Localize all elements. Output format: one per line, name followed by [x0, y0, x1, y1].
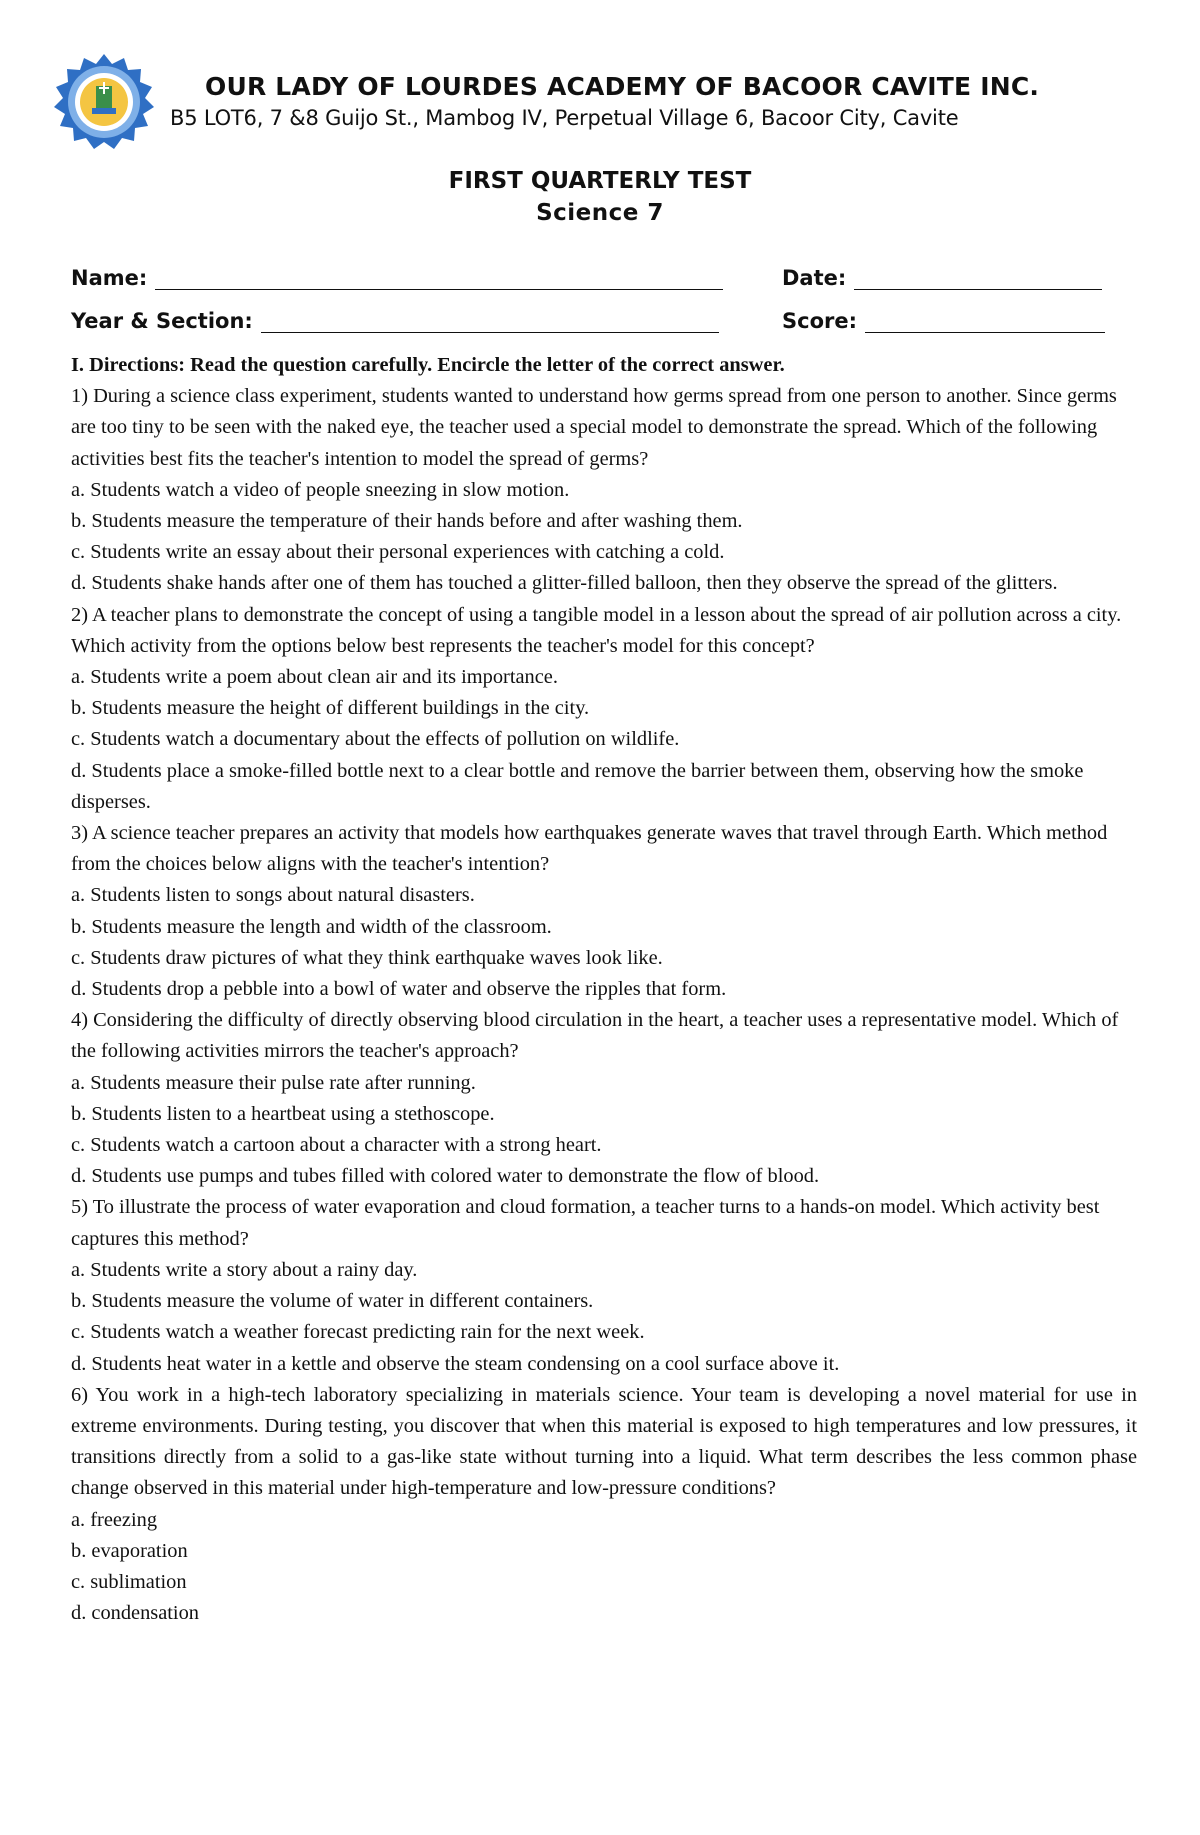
answer-option[interactable]: b. Students measure the height of different buildings in the city.	[71, 697, 590, 720]
answer-option[interactable]: b. Students measure the temperature of their hands before and after washing them.	[71, 510, 743, 533]
date-label: Date:	[782, 266, 847, 290]
answer-option[interactable]: d. Students use pumps and tubes filled with colored water to demonstrate the flow of blood.	[71, 1165, 820, 1188]
score-label: Score:	[782, 309, 857, 333]
answer-option[interactable]: b. Students measure the volume of water in different containers.	[71, 1290, 594, 1313]
question-text: 4) Considering the difficulty of directly observing blood circulation in the heart, a teacher uses a representative model. Which of the following activities mirrors the teacher's approach?	[71, 1009, 1119, 1063]
answer-option[interactable]: d. Students heat water in a kettle and observe the steam condensing on a cool surface above it.	[71, 1352, 840, 1375]
name-field[interactable]	[71, 266, 723, 290]
school-seal-icon	[52, 52, 156, 156]
name-label: Name:	[71, 266, 148, 290]
question-text: 2) A teacher plans to demonstrate the concept of using a tangible model in a lesson about the spread of air pollution across a city. Which activity from the options below best represents the teacher's model for this concept?	[71, 603, 1122, 657]
question-text: 6) You work in a high-tech laboratory specializing in materials science. Your team is developing a novel material for use in extreme environments. During testing, you discover that when this material is exposed to high temperatures and low pressures, it transitions directly from a solid to a gas-like state without turning into a liquid. What term describes the less common phase change observed in this material under high-temperature and low-pressure conditions?	[71, 1383, 1137, 1500]
answer-option[interactable]: a. Students write a story about a rainy day.	[71, 1258, 418, 1281]
question-text: 5) To illustrate the process of water evaporation and cloud formation, a teacher turns to a hands-on model. Which activity best captures this method?	[71, 1196, 1100, 1250]
date-field[interactable]	[782, 266, 1102, 290]
name-blank[interactable]	[155, 271, 723, 290]
test-subject: Science 7	[536, 200, 664, 226]
school-address: B5 LOT6, 7 &8 Guijo St., Mambog IV, Perpetual Village 6, Bacoor City, Cavite	[170, 106, 959, 130]
answer-option[interactable]: c. Students watch a documentary about the effects of pollution on wildlife.	[71, 728, 680, 751]
answer-option[interactable]: d. Students place a smoke-filled bottle next to a clear bottle and remove the barrier between them, observing how the smoke disperses.	[71, 759, 1084, 813]
answer-option[interactable]: a. Students listen to songs about natural disasters.	[71, 884, 475, 907]
answer-option[interactable]: b. evaporation	[71, 1539, 188, 1562]
year-section-label: Year & Section:	[71, 309, 253, 333]
answer-option[interactable]: d. Students shake hands after one of them has touched a glitter-filled balloon, then they observe the spread of the glitters.	[71, 572, 1058, 595]
answer-option[interactable]: c. Students watch a cartoon about a character with a strong heart.	[71, 1134, 602, 1157]
question-text: 1) During a science class experiment, students wanted to understand how germs spread from one person to another. Since germs are too tiny to be seen with the naked eye, the teacher used a special model to demonstrate the spread. Which of the following activities best fits the teacher's intention to model the spread of germs?	[71, 385, 1117, 470]
test-content	[71, 350, 1137, 1629]
answer-option[interactable]: a. freezing	[71, 1508, 158, 1531]
answer-option[interactable]: b. Students listen to a heartbeat using a stethoscope.	[71, 1102, 495, 1125]
test-title: FIRST QUARTERLY TEST	[448, 168, 752, 194]
year-section-blank[interactable]	[261, 314, 719, 333]
answer-option[interactable]: d. Students drop a pebble into a bowl of water and observe the ripples that form.	[71, 978, 727, 1001]
answer-option[interactable]: d. condensation	[71, 1602, 199, 1625]
school-name: OUR LADY OF LOURDES ACADEMY OF BACOOR CAVITE INC.	[205, 72, 1040, 101]
answer-option[interactable]: b. Students measure the length and width of the classroom.	[71, 915, 552, 938]
answer-option[interactable]: c. sublimation	[71, 1570, 187, 1593]
answer-option[interactable]: c. Students draw pictures of what they think earthquake waves look like.	[71, 946, 663, 969]
question-text: 3) A science teacher prepares an activity that models how earthquakes generate waves that travel through Earth. Which method from the choices below aligns with the teacher's intention?	[71, 822, 1108, 876]
year-section-field[interactable]	[71, 309, 719, 333]
answer-option[interactable]: a. Students write a poem about clean air and its importance.	[71, 666, 558, 689]
answer-option[interactable]: c. Students watch a weather forecast predicting rain for the next week.	[71, 1321, 645, 1344]
answer-option[interactable]: a. Students watch a video of people sneezing in slow motion.	[71, 478, 570, 501]
answer-option[interactable]: a. Students measure their pulse rate after running.	[71, 1071, 476, 1094]
answer-option[interactable]: c. Students write an essay about their personal experiences with catching a cold.	[71, 541, 725, 564]
date-blank[interactable]	[854, 271, 1102, 290]
directions: I. Directions: Read the question carefully. Encircle the letter of the correct answer.	[71, 354, 785, 376]
score-field[interactable]	[782, 309, 1105, 333]
score-blank[interactable]	[865, 314, 1105, 333]
